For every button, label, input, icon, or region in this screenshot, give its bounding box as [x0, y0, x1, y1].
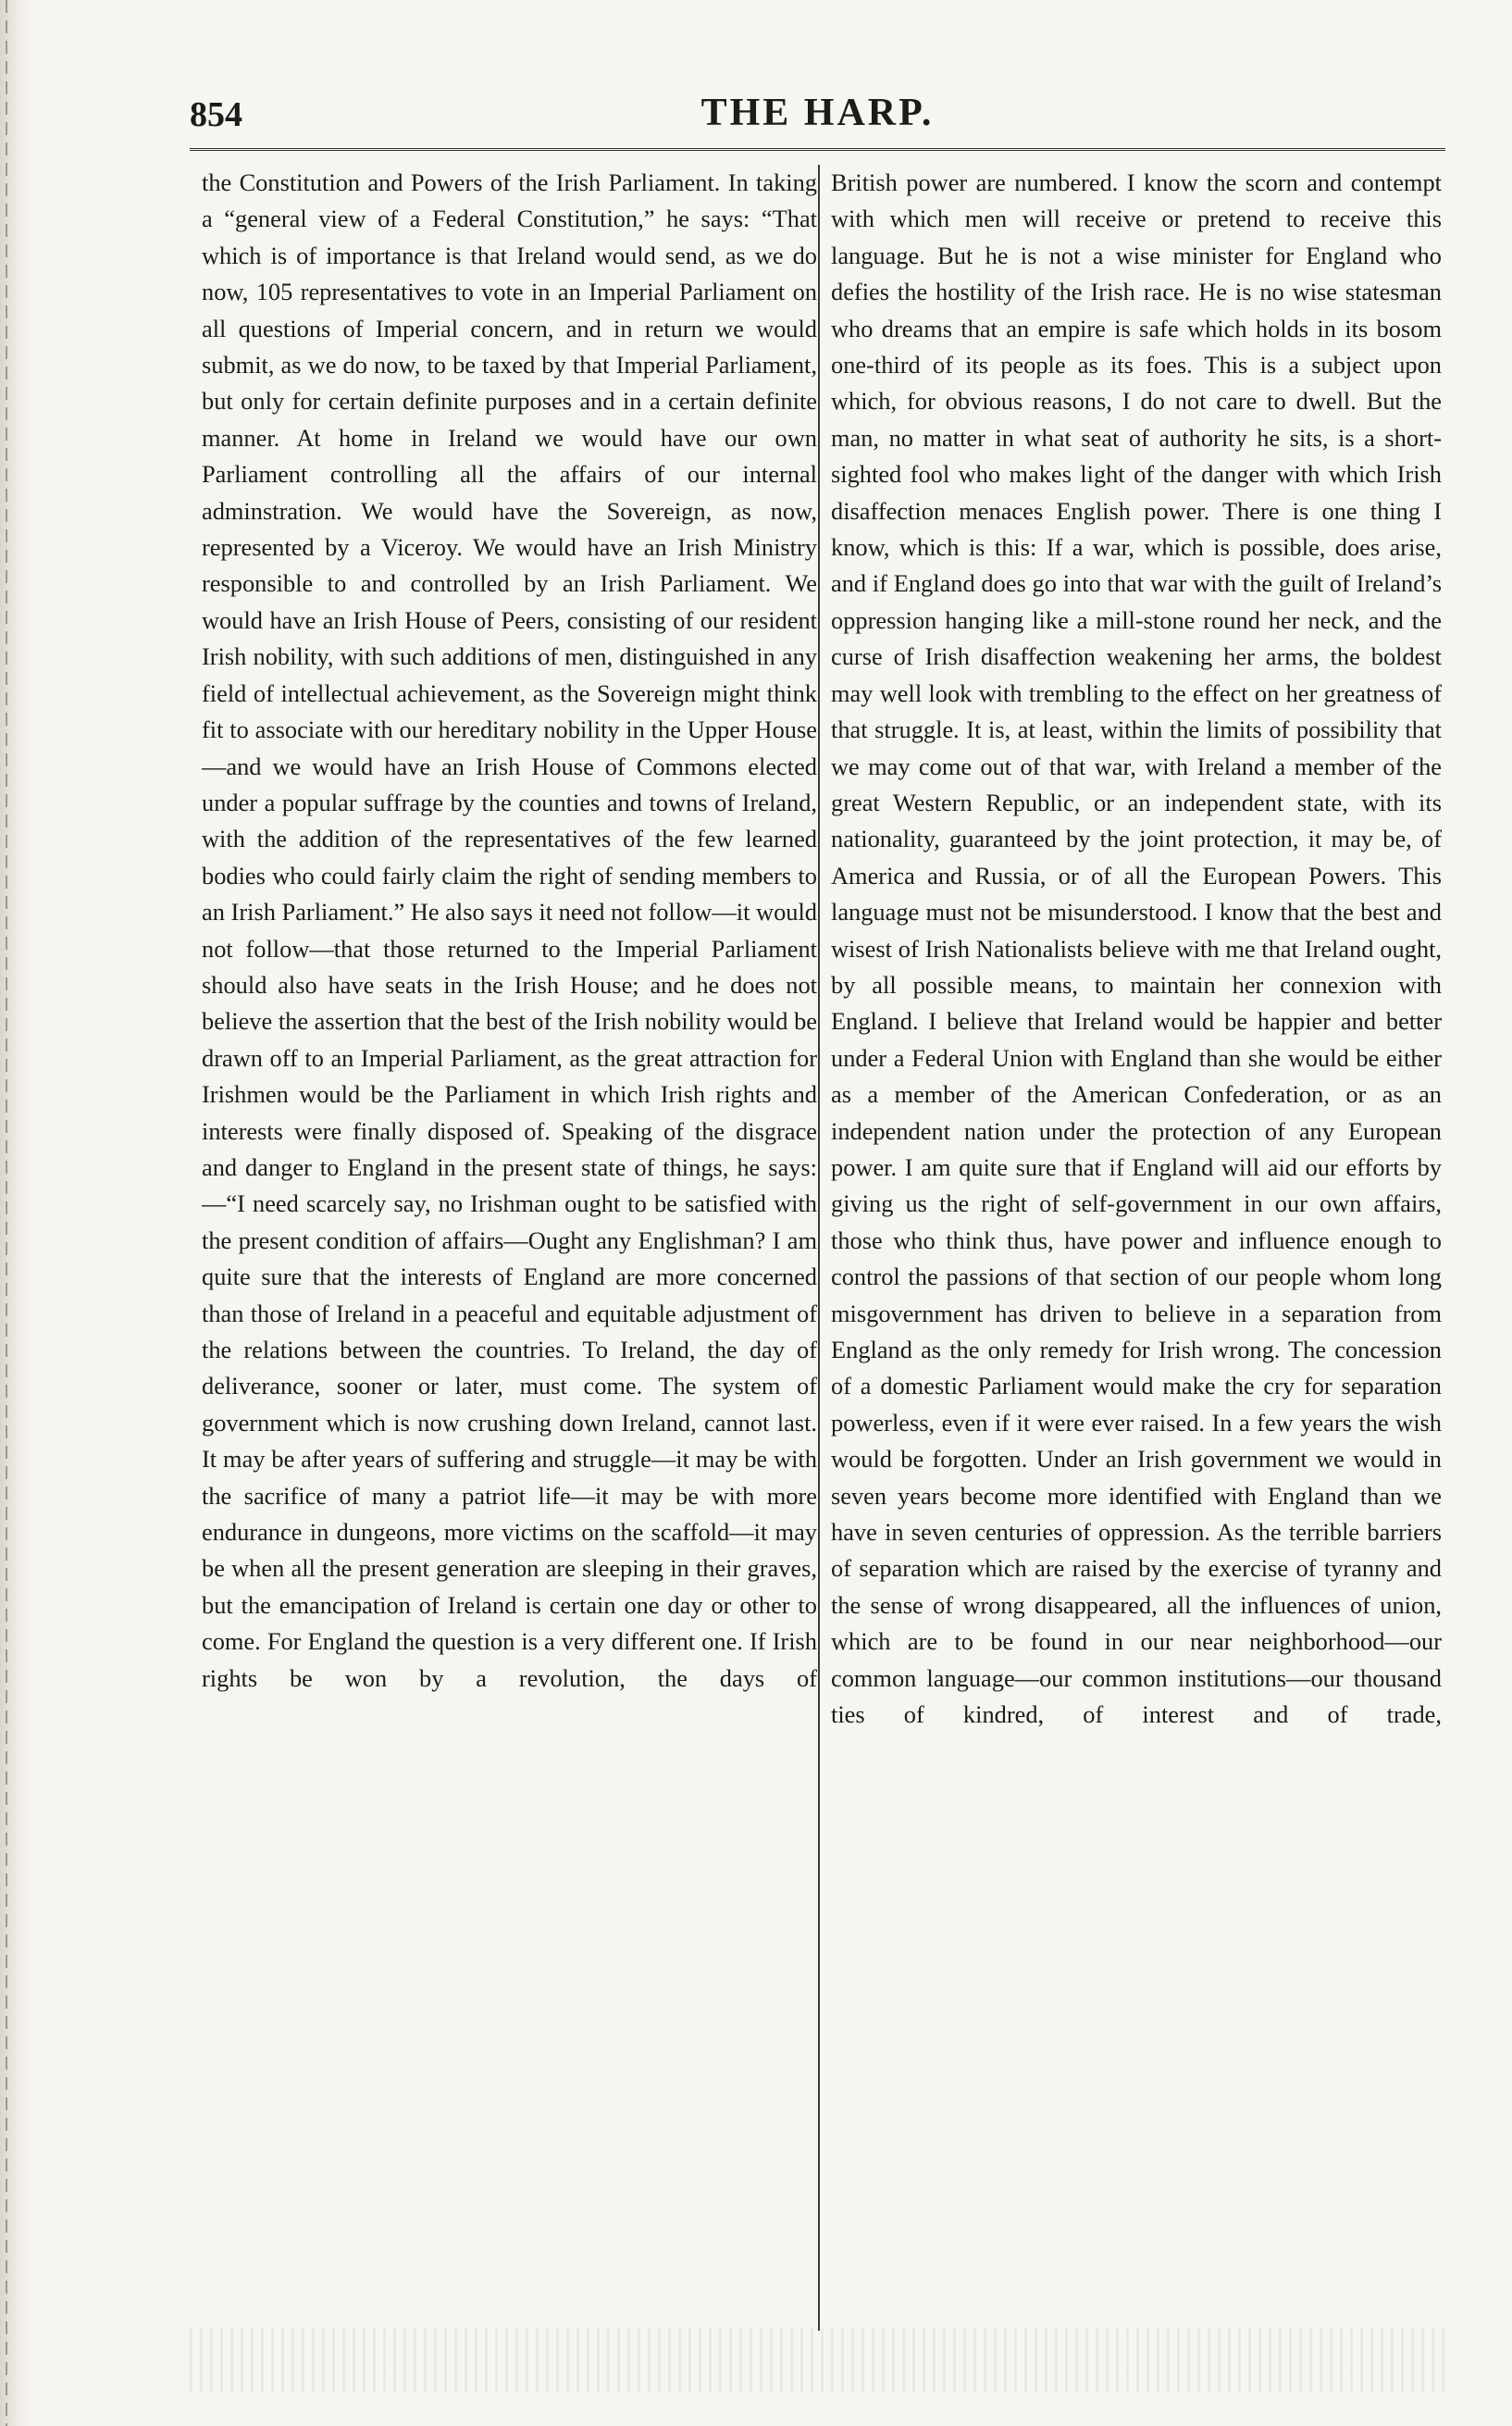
- left-column: [202, 165, 817, 2321]
- header-rule: [190, 148, 1445, 151]
- page-bottom-noise: [190, 2328, 1445, 2393]
- page-binding-edge: [0, 0, 31, 2426]
- left-column-text: the Constitution and Powers of the Irish Parliament. In taking a “general view of a Federal Constitution,” he says: “That which is of importance is that Ireland would send, as we do now, 105 representatives to vote in an Imperial Parliament on all questions of Imperial concern, and in return we would submit, as we do now, to be taxed by that Imperial Parliament, but only for certain definite purposes and in a certain definite manner. At home in Ireland we would have our own Parliament controlling all the affairs of our internal adminstration. We would have the Sovereign, as now, represented by a Viceroy. We would have an Irish Ministry responsible to and controlled by an Irish Parliament. We would have an Irish House of Peers, consisting of our resident Irish nobility, with such additions of men, distinguished in any field of intellectual achievement, as the Sovereign might think fit to associate with our hereditary nobility in the Upper House—and we would have an Irish House of Commons elected under a popular suffrage by the counties and towns of Ireland, with the addition of the representatives of the few learned bodies who could fairly claim the right of sending members to an Irish Parliament.” He also says it need not follow—it would not follow—that those returned to the Imperial Parliament should also have seats in the Irish House; and he does not believe the assertion that the best of the Irish nobility would be drawn off to an Imperial Parliament, as the great attraction for Irishmen would be the Parliament in which Irish rights and interests were finally disposed of. Speaking of the disgrace and danger to England in the present state of things, he says:—“I need scarcely say, no Irishman ought to be satisfied with the present condition of affairs—Ought any Englishman? I am quite sure that the interests of England are more concerned than those of Ireland in a peaceful and equitable adjustment of the relations between the countries. To Ireland, the day of deliverance, sooner or later, must come. The system of government which is now crushing down Ireland, cannot last. It may be after years of suffering and struggle—it may be with the sacrifice of many a patriot life—it may be with more endurance in dungeons, more victims on the scaffold—it may be when all the present generation are sleeping in their graves, but the emancipation of Ireland is certain one day or other to come. For England the question is a very different one. If Irish rights be won by a revolution, the days of: [202, 168, 817, 1692]
- right-column: [831, 165, 1442, 2321]
- column-divider: [818, 165, 820, 2331]
- page-number: 854: [190, 95, 242, 134]
- right-column-text: British power are numbered. I know the scorn and contempt with which men will receive or pretend to receive this language. But he is not a wise minister for England who defies the hostility of the Irish race. He is no wise statesman who dreams that an empire is safe which holds in its bosom one-third of its people as its foes. This is a subject upon which, for obvious reasons, I do not care to dwell. But the man, no matter in what seat of authority he sits, is a short-sighted fool who makes light of the danger with which Irish disaffection menaces English power. There is one thing I know, which is this: If a war, which is possible, does arise, and if England does go into that war with the guilt of Ireland’s oppression hanging like a mill-stone round her neck, and the curse of Irish disaffection weakening her arms, the boldest may well look with trembling to the effect on her greatness of that struggle. It is, at least, within the limits of possibility that we may come out of that war, with Ireland a member of the great Western Republic, or an independent state, with its nationality, guaranteed by the joint protection, it may be, of America and Russia, or of all the European Powers. This language must not be misunderstood. I know that the best and wisest of Irish Nationalists believe with me that Ireland ought, by all possible means, to maintain her connexion with England. I believe that Ireland would be happier and better under a Federal Union with England than she would be either as a member of the American Confederation, or as an independent nation under the protection of any European power. I am quite sure that if England will aid our efforts by giving us the right of self-government in our own affairs, those who think thus, have power and influence enough to control the passions of that section of our people whom long misgovernment has driven to believe in a separation from England as the only remedy for Irish wrong. The concession of a domestic Parliament would make the cry for separation powerless, even if it were ever raised. In a few years the wish would be forgotten. Under an Irish government we would in seven years become more identified with England than we have in seven centuries of oppression. As the terrible barriers of separation which are raised by the exercise of tyranny and the sense of wrong disappeared, all the influences of union, which are to be found in our near neighborhood—our common language—our common institutions—our thousand ties of kindred, of interest and of trade,: [831, 168, 1442, 1729]
- page-header: [190, 91, 1445, 144]
- masthead-title: THE HARP.: [700, 92, 935, 134]
